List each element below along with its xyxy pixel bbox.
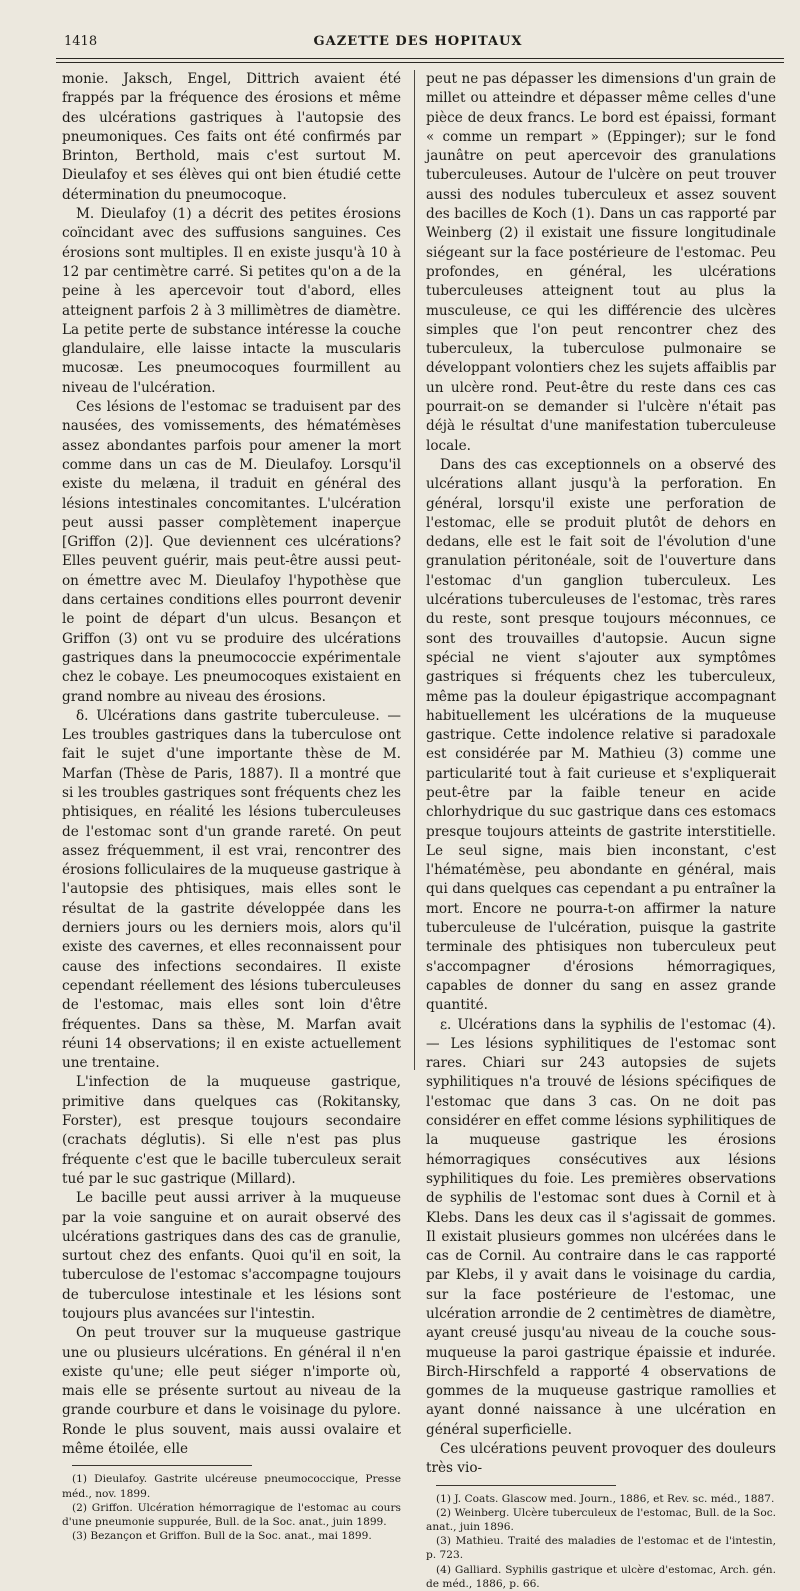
footnote: (2) Weinberg. Ulcère tuberculeux de l'estomac, Bull. de la Soc. anat., juin 1896. [426, 1506, 776, 1534]
left-column [62, 70, 401, 1543]
journal-title: GAZETTE DES HOPITAUX [313, 34, 523, 49]
header-rule-thick [56, 58, 784, 59]
footnote: (4) Galliard. Syphilis gastrique et ulcère d'estomac, Arch. gén. de méd., 1886, p. 66. [426, 1563, 776, 1590]
right-column [426, 70, 776, 1591]
header-rule-thin [56, 62, 784, 63]
paragraph: On peut trouver sur la muqueuse gastrique une ou plusieurs ulcérations. En général il n'en existe qu'une; elle peut siéger n'importe où, mais elle se présente surtout au niveau de la grande courbure et dans le voisinage du pylore. Ronde le plus souvent, mais aussi ovalaire et même étoilée, elle [62, 1325, 401, 1458]
paragraph: monie. Jaksch, Engel, Dittrich avaient été frappés par la fréquence des érosions et même des ulcérations gastriques à l'autopsie des pneumoniques. Ces faits ont été confirmés par Brinton, Berthold, mais c'est surtout M. Dieulafoy et ses élèves qui ont bien étudié cette détermination du pneumocoque. [62, 71, 401, 203]
footnote: (1) J. Coats. Glascow med. Journ., 1886, et Rev. sc. méd., 1887. [436, 1492, 775, 1505]
paragraph: Ces lésions de l'estomac se traduisent par des nausées, des vomissements, des hématémèses assez abondantes parfois pour amener la mort comme dans un cas de M. Dieulafoy. Lorsqu'il existe du melæna, il traduit en général des lésions intestinales concomitantes. L'ulcération peut aussi passer complètement inaperçue [Griffon (2)]. Que deviennent ces ulcérations? Elles peuvent guérir, mais peut-être aussi peut-on émettre avec M. Dieulafoy l'hypothèse que dans certaines conditions elles pourront devenir le point de départ d'un ulcus. Besançon et Griffon (3) ont vu se produire des ulcérations gastriques dans la pneumococcie expérimentale chez le cobaye. Les pneumocoques existaient en grand nombre au niveau des érosions. [62, 399, 401, 705]
footnote: (1) Dieulafoy. Gastrite ulcéreuse pneumococcique, Presse méd., nov. 1899. [62, 1473, 401, 1500]
footnote: (3) Bezançon et Griffon. Bull de la Soc. anat., mai 1899. [72, 1530, 372, 1543]
paragraph: ε. Ulcérations dans la syphilis de l'estomac (4). — Les lésions syphilitiques de l'estomac sont rares. Chiari sur 243 autopsies de sujets syphilitiques n'a trouvé de lésions spécifiques de l'estomac que dans 3 cas. On ne doit pas considérer en effet comme lésions syphilitiques de la muqueuse gastrique les érosions hémorragiques consécutives aux lésions syphilitiques du foie. Les premières observations de syphilis de l'estomac sont dues à Cornil et à Klebs. Dans les deux cas il s'agissait de gommes. Il existait plusieurs gommes non ulcérées dans le cas de Cornil. Au contraire dans le cas rapporté par Klebs, il y avait dans le voisinage du cardia, sur la face postérieure de l'estomac, une ulcération arrondie de 2 centimètres de diamètre, ayant creusé jusqu'au niveau de la couche sous-muqueuse la paroi gastrique épaissie et indurée. Birch-Hirschfeld a rapporté 4 observations de gommes de la muqueuse gastrique ramollies et ayant donné naissance à une ulcération en général superficielle. [426, 1016, 776, 1438]
paragraph: M. Dieulafoy (1) a décrit des petites érosions coïncidant avec des suffusions sanguines. Ces érosions sont multiples. Il en existe jusqu'à 10 à 12 par centimètre carré. Si petites qu'on a de la peine à les apercevoir tout d'abord, elles atteignent parfois 2 à 3 millimètres de diamètre. La petite perte de substance intéresse la couche glandulaire, elle laisse intacte la muscularis mucosæ. Les pneumocoques fourmillent au niveau de l'ulcération. [62, 206, 401, 396]
page-number: 1418 [64, 34, 98, 49]
footnote-rule [72, 1465, 252, 1466]
footnote: (2) Griffon. Ulcération hémorragique de l'estomac au cours d'une pneumonie suppurée, Bull. de la Soc. anat., juin 1899. [62, 1501, 401, 1528]
footnote-rule [436, 1485, 616, 1486]
paragraph: L'infection de la muqueuse gastrique, primitive dans quelques cas (Rokitansky, Forster), est presque toujours secondaire (crachats déglutis). Si elle n'est pas plus fréquente c'est que le bacille tuberculeux serait tué par le suc gastrique (Millard). [62, 1074, 401, 1187]
page-header [56, 26, 780, 56]
paragraph: δ. Ulcérations dans gastrite tuberculeuse. — Les troubles gastriques dans la tuberculose ont fait le sujet d'une importante thèse de M. Marfan (Thèse de Paris, 1887). Il a montré que si les troubles gastriques sont fréquents chez les phtisiques, en réalité les lésions tuberculeuses de l'estomac sont d'un grande rareté. On peut assez fréquemment, il est vrai, rencontrer des érosions folliculaires de la muqueuse gastrique à l'autopsie des phtisiques, mais elles sont le résultat de la gastrite développée dans les derniers jours ou les derniers mois, alors qu'il existe des cavernes, et elles reconnaissent pour cause des infections secondaires. Il existe cependant réellement des lésions tuberculeuses de l'estomac, mais elles sont loin d'être fréquentes. Dans sa thèse, M. Marfan avait réuni 14 observations; il en existe actuellement une trentaine. [62, 707, 401, 1072]
paragraph: Dans des cas exceptionnels on a observé des ulcérations allant jusqu'à la perforation. En général, lorsqu'il existe une perforation de l'estomac, elle se produit plutôt de dehors en dedans, elle est le fait soit de l'évolution d'une granulation péritonéale, soit de l'ouverture dans l'estomac d'un ganglion tuberculeux. Les ulcérations tuberculeuses de l'estomac, très rares du reste, sont presque toujours méconnues, ce sont des trouvailles d'autopsie. Aucun signe spécial ne vient s'ajouter aux symptômes gastriques si fréquents chez les tuberculeux, même pas la douleur épigastrique accompagnant habituellement les ulcérations de la muqueuse gastrique. Cette indolence relative si paradoxale est considérée par M. Mathieu (3) comme une particularité tout à fait curieuse et s'expliquerait peut-être par la faible teneur en acide chlorhydrique du suc gastrique dans ces estomacs presque toujours atteints de gastrite interstitielle. Le seul signe, mais bien inconstant, c'est l'hématémèse, peu abondante en général, mais qui dans quelques cas cependant a pu entraîner la mort. Encore ne pourra-t-on affirmer la nature tuberculeuse de l'ulcération, puisque la gastrite terminale des phtisiques non tuberculeux peut s'accompagner d'érosions hémorragiques, capables de donner du sang en assez grande quantité. [426, 456, 776, 1014]
footnote: (3) Mathieu. Traité des maladies de l'estomac et de l'intestin, p. 723. [426, 1535, 776, 1562]
column-divider [414, 70, 415, 1070]
paragraph: peut ne pas dépasser les dimensions d'un grain de millet ou atteindre et dépasser même celles d'une pièce de deux francs. Le bord est épaissi, formant « comme un rempart » (Eppinger); sur le fond jaunâtre on peut apercevoir des granulations tuberculeuses. Autour de l'ulcère on peut trouver aussi des nodules tuberculeux et assez souvent des bacilles de Koch (1). Dans un cas rapporté par Weinberg (2) il existait une fissure longitudinale siégeant sur la face postérieure de l'estomac. Peu profondes, en général, les ulcérations tuberculeuses atteignent tout au plus la musculeuse, ce qui les différencie des ulcères simples que l'on peut rencontrer chez des tuberculeux, la tuberculose pulmonaire se développant volontiers chez les sujets affaiblis par un ulcère rond. Peut-être du reste dans ces cas pourrait-on se demander si l'ulcère n'était pas déjà le résultat d'une manifestation tuberculeuse locale. [426, 71, 776, 454]
paragraph: Le bacille peut aussi arriver à la muqueuse par la voie sanguine et on aurait observé des ulcérations gastriques dans des cas de granulie, surtout chez des enfants. Quoi qu'il en soit, la tuberculose de l'estomac s'accompagne toujours de tuberculose intestinale et les lésions sont toujours plus avancées sur l'intestin. [62, 1190, 401, 1322]
paragraph: Ces ulcérations peuvent provoquer des douleurs très vio- [426, 1441, 776, 1477]
